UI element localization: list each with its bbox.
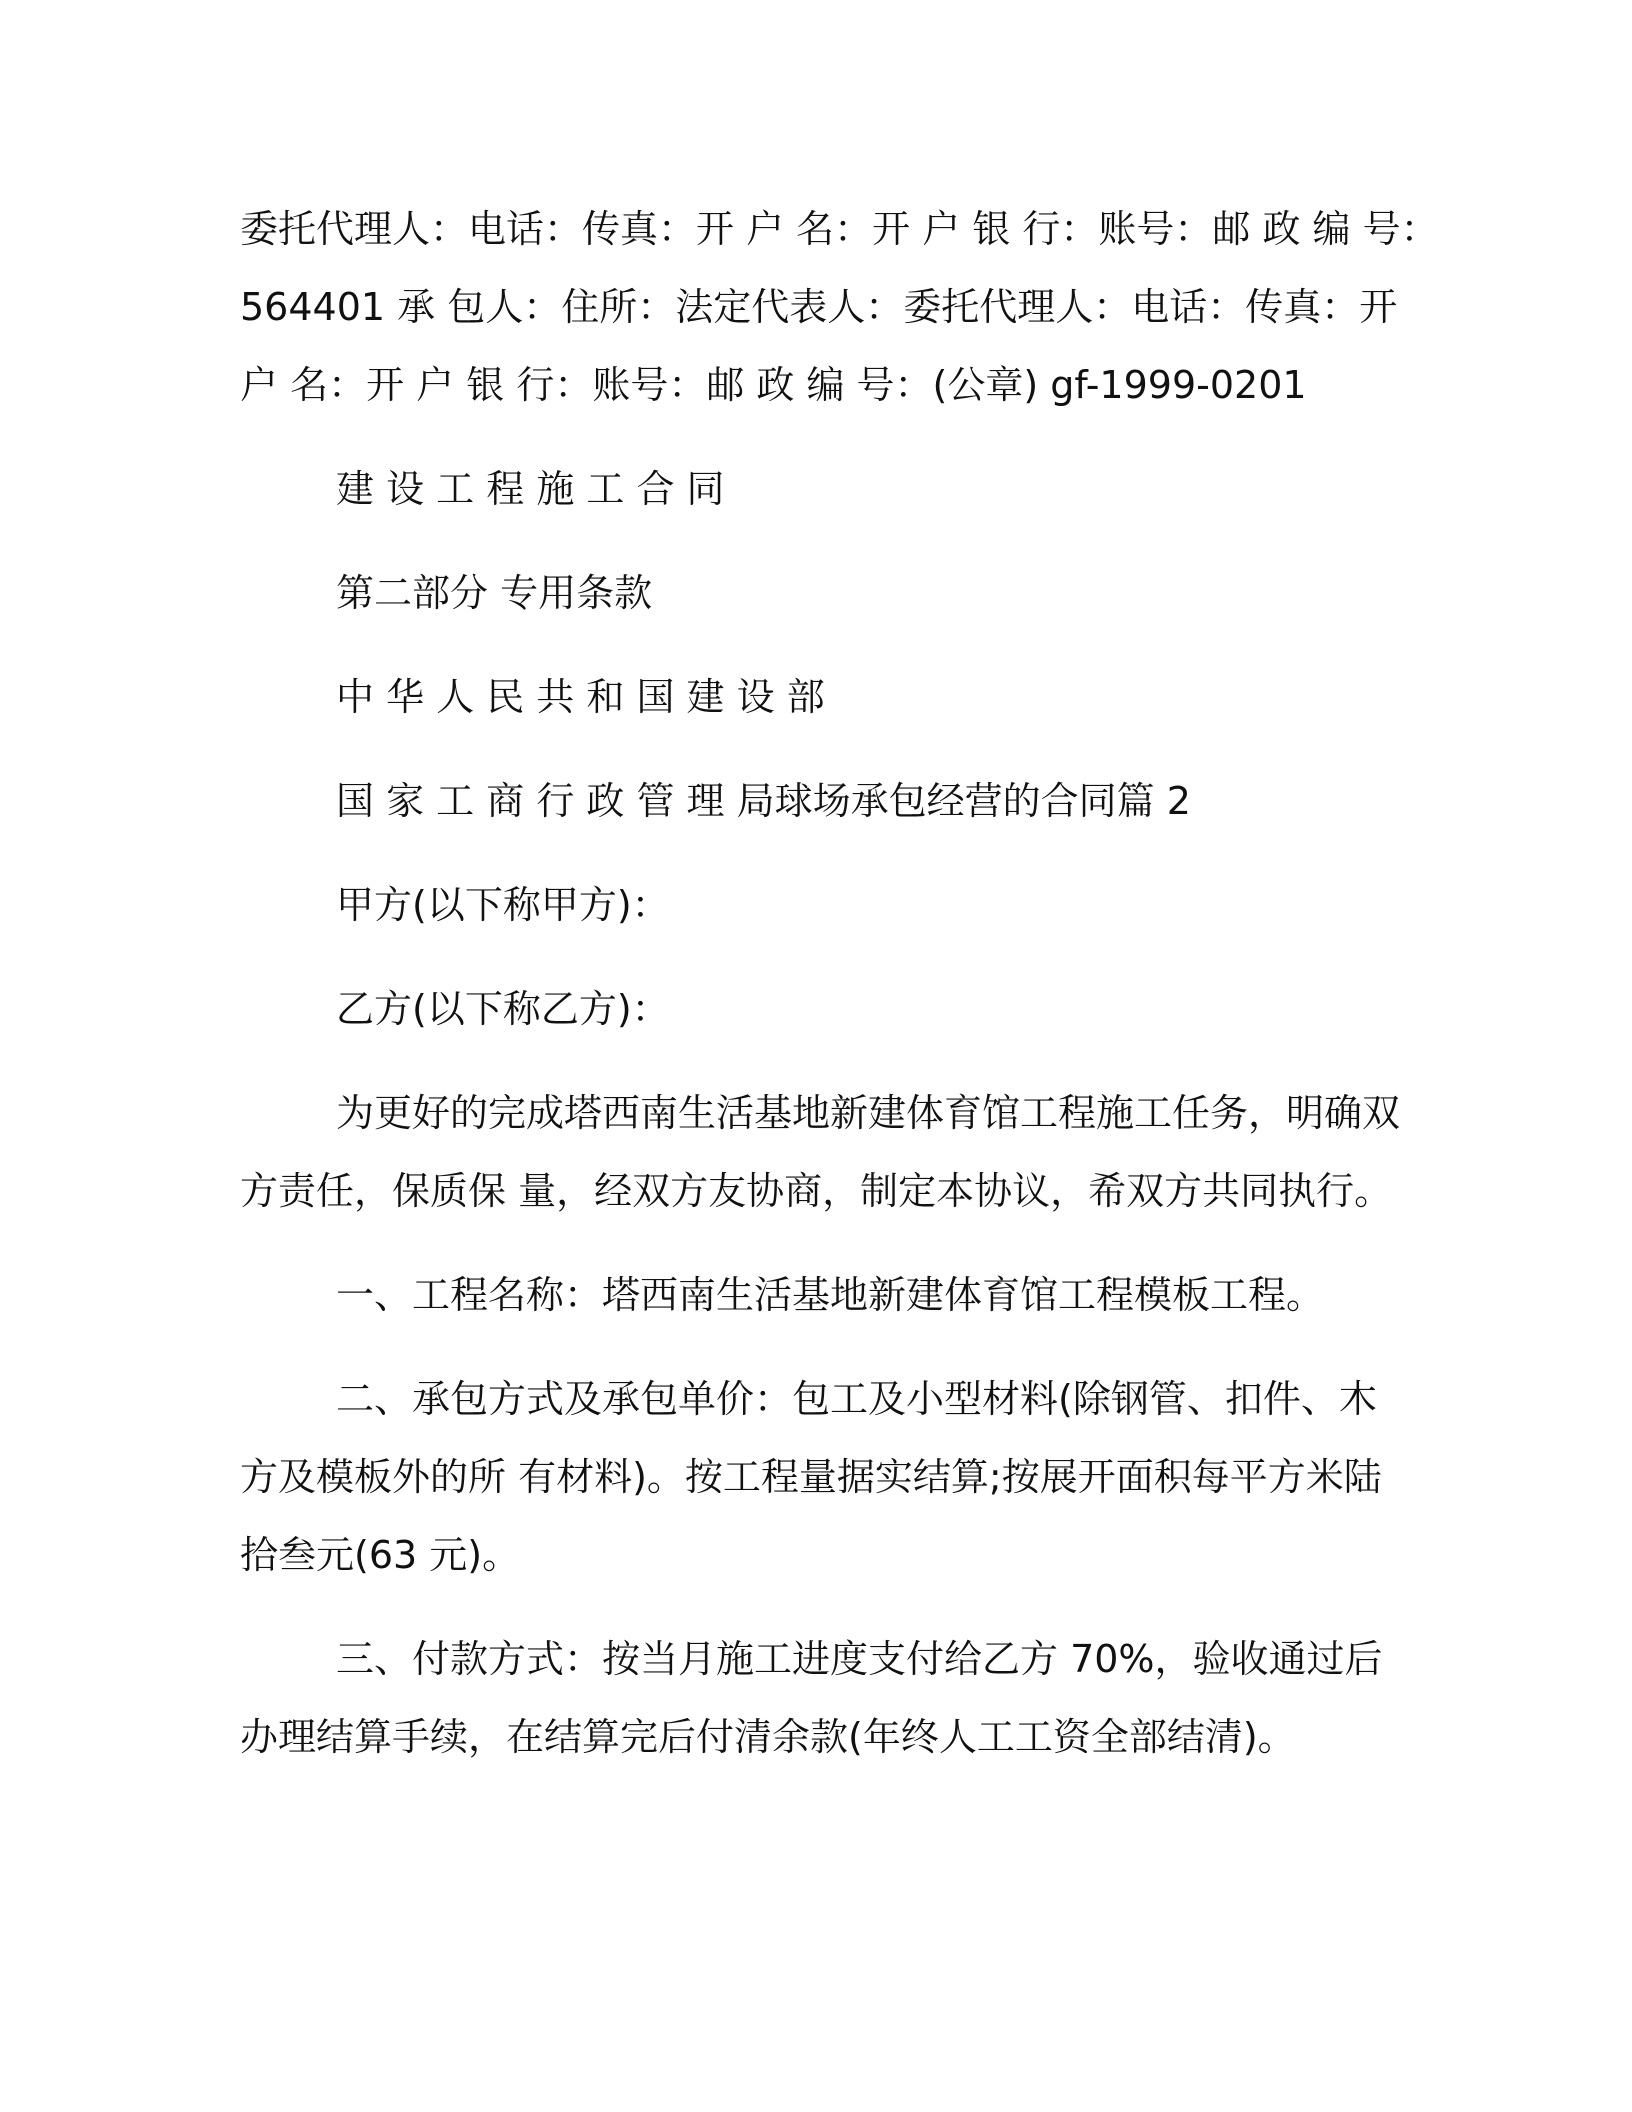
party-a: 甲方(以下称甲方)： [336, 883, 670, 927]
clause-2-line: 二、承包方式及承包单价：包工及小型材料(除钢管、扣件、木 [336, 1377, 1377, 1421]
intro-line: 564401 承 包人：住所：法定代表人：委托代理人：电话：传真：开 [240, 285, 1398, 329]
issuer-heading: 中 华 人 民 共 和 国 建 设 部 [336, 675, 825, 719]
intro-line: 委托代理人：电话：传真：开 户 名：开 户 银 行：账号：邮 政 编 号： [240, 207, 1439, 251]
clause-3-line: 三、付款方式：按当月施工进度支付给乙方 70%，验收通过后 [336, 1637, 1383, 1681]
party-b: 乙方(以下称乙方)： [336, 987, 670, 1031]
clause-3-line: 办理结算手续，在结算完后付清余款(年终人工工资全部结清)。 [240, 1715, 1296, 1759]
contract-title: 建 设 工 程 施 工 合 同 [336, 467, 725, 511]
section-heading: 第二部分 专用条款 [336, 571, 653, 615]
clause-1: 一、工程名称：塔西南生活基地新建体育馆工程模板工程。 [336, 1273, 1325, 1317]
clause-2-line: 方及模板外的所 有材料)。按工程量据实结算;按展开面积每平方米陆 [240, 1455, 1382, 1499]
clause-2-line: 拾叁元(63 元)。 [240, 1533, 521, 1577]
issuer-heading-2: 国 家 工 商 行 政 管 理 局球场承包经营的合同篇 2 [336, 779, 1191, 823]
intro-line: 户 名：开 户 银 行：账号：邮 政 编 号：(公章) gf-1999-0201 [240, 363, 1307, 407]
purpose-line: 方责任，保质保 量，经双方友协商，制定本协议，希双方共同执行。 [240, 1169, 1393, 1213]
purpose-line: 为更好的完成塔西南生活基地新建体育馆工程施工任务，明确双 [336, 1091, 1401, 1135]
document-body [240, 190, 1439, 1776]
